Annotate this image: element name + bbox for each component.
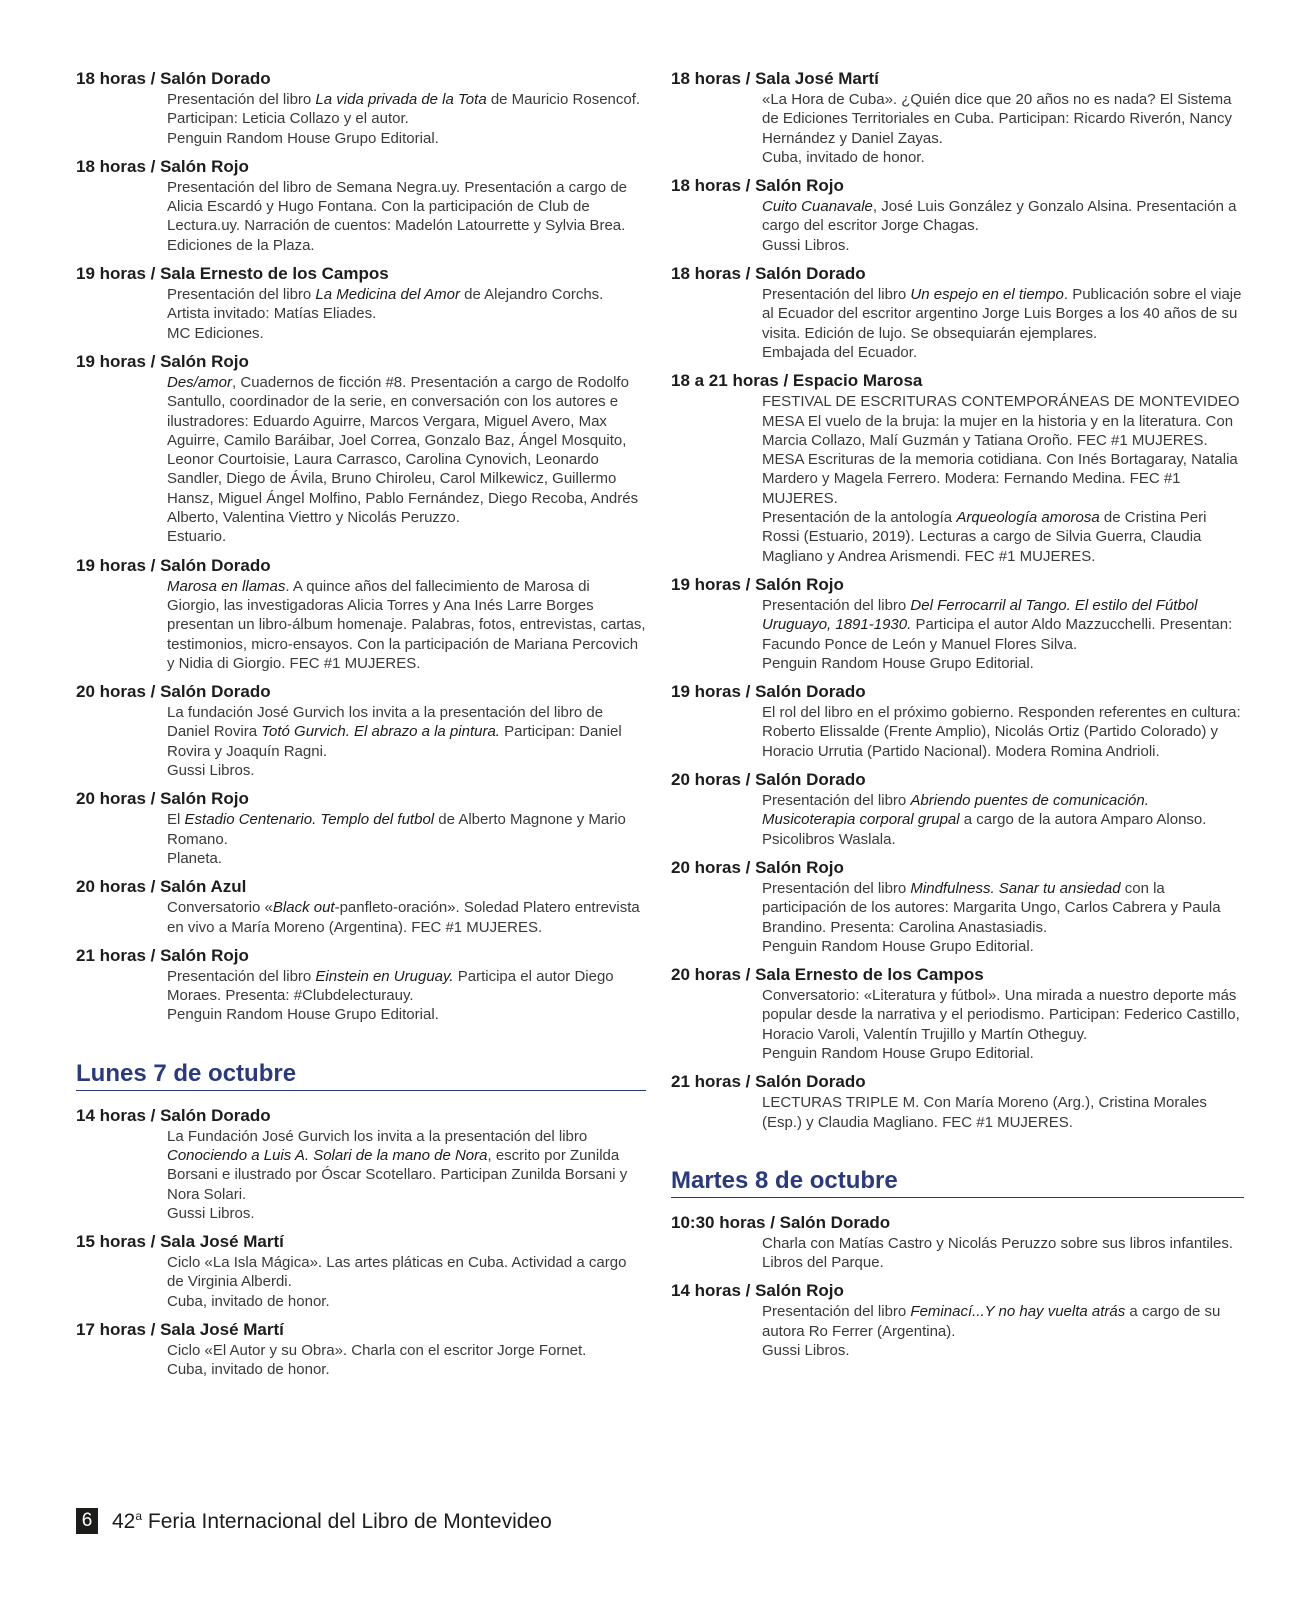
event-line xyxy=(167,527,646,546)
text-segment: MESA Escrituras de la memoria cotidiana. Con Inés Bortagaray, Natalia Mardero y Magela Ferrero. Modera: Fernando Medina. FEC #1 MUJERES. xyxy=(762,451,1238,507)
event-item xyxy=(671,857,1244,956)
event-line xyxy=(762,1302,1244,1341)
event-title: 21 horas / Salón Rojo xyxy=(76,945,249,965)
text-segment: a cargo de su autora Ro Ferrer (Argentina). xyxy=(762,1303,1221,1340)
event-item xyxy=(76,876,646,937)
event-description xyxy=(167,1341,646,1380)
book-title: Totó Gurvich. El abrazo a la pintura. xyxy=(261,723,500,741)
event-line xyxy=(762,392,1244,411)
event-line xyxy=(762,1093,1244,1132)
text-segment: , Cuadernos de ficción #8. Presentación a cargo de Rodolfo Santullo, coordinador de la serie, en conversación con los autores e ilustradores: Eduardo Aguirre, Marcos Vergara, Miguel Avero, Max Aguirre, Camilo Baráibar, Joel Correa, Gonzalo Baz, Ángel Mosquito, Leonor Courtoisie, Laura Carrasco, Carolina Cynovich, Leonardo Sandler, Diego de Ávila, Bruno Chiroleu, Carol Milkewicz, Guillermo Hansz, Miguel Ángel Molfino, Pablo Fernández, Diego Recoba, Andrés Alberto, Valentina Viettro y Nicolás Peruzzo. xyxy=(167,373,639,527)
book-title: Des/amor xyxy=(167,373,233,391)
text-segment: Penguin Random House Grupo Editorial. xyxy=(167,129,439,147)
text-segment: MESA El vuelo de la bruja: la mujer en la historia y en la literatura. Con Marcia Collazo, Malí Guzmán y Tatiana Oroño. FEC #1 MUJERES. xyxy=(762,412,1234,449)
event-description xyxy=(762,596,1244,673)
event-description xyxy=(762,1093,1244,1132)
text-segment: Presentación de la antología xyxy=(762,509,957,527)
martes-events xyxy=(671,1212,1244,1360)
text-segment: Gussi Libros. xyxy=(762,236,850,254)
event-line xyxy=(167,129,646,148)
event-item xyxy=(76,1319,646,1380)
book-title: Mindfulness. Sanar tu ansiedad xyxy=(910,879,1121,897)
event-description xyxy=(167,285,646,343)
book-title: La Medicina del Amor xyxy=(315,286,460,304)
book-title: Estadio Centenario. Templo del futbol xyxy=(184,811,435,829)
text-segment: Cuba, invitado de honor. xyxy=(762,148,925,166)
text-segment: La Fundación José Gurvich los invita a la presentación del libro xyxy=(167,1127,588,1145)
event-line xyxy=(762,937,1244,956)
left-column xyxy=(76,68,646,1388)
event-item xyxy=(76,68,646,148)
event-title: 19 horas / Salón Dorado xyxy=(76,555,271,575)
book-title: Del Ferrocarril al Tango. El estilo del Fútbol Uruguayo, 1891-1930. xyxy=(762,596,1198,634)
event-item xyxy=(671,769,1244,849)
event-description xyxy=(762,986,1244,1063)
event-description xyxy=(167,967,646,1025)
event-description xyxy=(762,791,1244,849)
event-title: 19 horas / Salón Dorado xyxy=(671,682,866,702)
text-segment: Gussi Libros. xyxy=(762,1342,850,1360)
event-line xyxy=(167,898,646,937)
text-segment: Ciclo «La Isla Mágica». Las artes pláticas en Cuba. Actividad a cargo de Virginia Alberdi. xyxy=(167,1254,627,1291)
lunes-events xyxy=(76,1105,646,1380)
right-column xyxy=(671,68,1244,1368)
text-segment: de Mauricio Rosencof. Participan: Leticia Collazo y el autor. xyxy=(167,91,641,128)
event-line xyxy=(762,1234,1244,1253)
text-segment: LECTURAS TRIPLE M. Con María Moreno (Arg.), Cristina Morales (Esp.) y Claudia Magliano. FEC #1 MUJERES. xyxy=(762,1094,1207,1131)
event-title: 18 horas / Salón Rojo xyxy=(76,156,249,176)
event-line xyxy=(167,1204,646,1223)
event-line xyxy=(167,1292,646,1311)
text-segment: Participan: Daniel Rovira y Joaquín Ragni. xyxy=(167,723,622,760)
event-line xyxy=(762,1341,1244,1360)
text-segment: -panfleto-oración». Soledad Platero entrevista en vivo a María Moreno (Argentina). FEC #1 MUJERES. xyxy=(167,899,640,936)
text-segment: Presentación del libro xyxy=(762,286,911,304)
event-item xyxy=(76,945,646,1025)
text-segment: Penguin Random House Grupo Editorial. xyxy=(762,937,1034,955)
book-title: Un espejo en el tiempo xyxy=(910,286,1064,304)
edition-number: 42 xyxy=(112,1509,136,1533)
text-segment: Presentación del libro xyxy=(167,286,316,304)
text-segment: FESTIVAL DE ESCRITURAS CONTEMPORÁNEAS DE MONTEVIDEO xyxy=(762,393,1240,411)
fair-name: Feria Internacional del Libro de Montevideo xyxy=(142,1509,552,1533)
event-title: 20 horas / Salón Rojo xyxy=(671,857,844,877)
event-item xyxy=(671,175,1244,255)
text-segment: El xyxy=(167,811,185,829)
text-segment: Ediciones de la Plaza. xyxy=(167,236,315,254)
event-title: 18 a 21 horas / Espacio Marosa xyxy=(671,371,923,391)
day-heading-martes: Martes 8 de octubre xyxy=(671,1166,1244,1198)
event-description xyxy=(762,879,1244,956)
text-segment: Conversatorio: «Literatura y fútbol». Una mirada a nuestro deporte más popular desde la narrativa y el periodismo. Participan: Federico Castillo, Horacio Varoli, Valentín Trujillo y Martín Otheguy. xyxy=(762,987,1240,1043)
event-item xyxy=(671,681,1244,761)
event-title: 19 horas / Sala Ernesto de los Campos xyxy=(76,264,389,284)
event-description xyxy=(167,1253,646,1311)
text-segment: con la participación de los autores: Margarita Ungo, Carlos Cabrera y Paula Brandino. Presenta: Carolina Anastasiadis. xyxy=(762,879,1221,936)
text-segment: El rol del libro en el próximo gobierno. Responden referentes en cultura: Roberto Elissalde (Frente Amplio), Nicolás Ortiz (Partido Colorado) y Horacio Urrutia (Partido Nacional). Modera Romina Andrioli. xyxy=(762,704,1241,760)
event-line xyxy=(762,830,1244,849)
event-title: 18 horas / Salón Rojo xyxy=(671,176,844,196)
text-segment: Presentación del libro xyxy=(762,596,911,614)
event-item xyxy=(671,574,1244,673)
book-title: Feminací...Y no hay vuelta atrás xyxy=(910,1303,1126,1321)
event-line xyxy=(167,1005,646,1024)
text-segment: La fundación José Gurvich los invita a la presentación del libro de Daniel Rovira xyxy=(167,704,604,741)
text-segment: . A quince años del fallecimiento de Marosa di Giorgio, las investigadoras Alicia Torres y Ana Inés Larre Borges presentan un libro-álbum homenaje. Palabras, fotos, entrevistas, cartas, testimonios, micro-ensayos. Con la participación de Mariana Percovich y Nidia di Giorgio. FEC #1 MUJERES. xyxy=(167,577,646,672)
event-line xyxy=(167,703,646,761)
event-line xyxy=(167,577,646,673)
event-item xyxy=(76,555,646,673)
event-title: 18 horas / Sala José Martí xyxy=(671,69,879,88)
text-segment: Presentación del libro xyxy=(167,91,316,108)
page-number: 6 xyxy=(76,1508,98,1534)
event-line xyxy=(167,810,646,849)
event-line xyxy=(167,285,646,324)
event-line xyxy=(167,1127,646,1204)
book-title: Arqueología amorosa xyxy=(956,509,1100,527)
event-title: 18 horas / Salón Dorado xyxy=(671,264,866,284)
book-title: Abriendo puentes de comunicación. Musicoterapia corporal grupal xyxy=(762,792,1149,829)
event-line xyxy=(762,148,1244,167)
book-title: Black out xyxy=(272,899,335,917)
text-segment: Gussi Libros. xyxy=(167,762,255,780)
event-description xyxy=(762,703,1244,761)
event-description xyxy=(762,285,1244,362)
event-line xyxy=(762,412,1244,451)
event-line xyxy=(167,1341,646,1360)
text-segment: Presentación del libro xyxy=(762,792,911,810)
event-description xyxy=(167,577,646,673)
event-item xyxy=(671,1212,1244,1273)
text-segment: Penguin Random House Grupo Editorial. xyxy=(762,1044,1034,1062)
book-title: La vida privada de la Tota xyxy=(315,91,487,108)
text-segment: de Alberto Magnone y Mario Romano. xyxy=(167,811,626,848)
event-title: 20 horas / Salón Dorado xyxy=(76,682,271,702)
book-title: Marosa en llamas xyxy=(167,577,286,595)
event-item xyxy=(76,156,646,255)
event-line xyxy=(167,849,646,868)
event-title: 20 horas / Salón Azul xyxy=(76,877,247,897)
footer-title xyxy=(112,1509,552,1534)
event-description xyxy=(762,197,1244,255)
event-line xyxy=(762,285,1244,343)
text-segment: Participa el autor Aldo Mazzucchelli. Presentan: Facundo Ponce de León y Manuel Flores Silva. xyxy=(762,616,1233,653)
text-segment: de Alejandro Corchs. Artista invitado: Matías Eliades. xyxy=(167,286,604,323)
event-item xyxy=(76,351,646,547)
text-segment: Embajada del Ecuador. xyxy=(762,343,918,361)
event-title: 20 horas / Sala Ernesto de los Campos xyxy=(671,965,984,985)
event-description xyxy=(762,1234,1244,1273)
event-line xyxy=(762,90,1244,148)
event-title: 14 horas / Salón Rojo xyxy=(671,1281,844,1301)
event-title: 15 horas / Sala José Martí xyxy=(76,1232,284,1252)
event-item xyxy=(671,1280,1244,1360)
text-segment: Psicolibros Waslala. xyxy=(762,830,896,848)
event-title: 14 horas / Salón Dorado xyxy=(76,1105,271,1125)
text-segment: Participa el autor Diego Moraes. Presenta: #Clubdelecturauy. xyxy=(167,967,614,1005)
event-line xyxy=(762,197,1244,236)
text-segment: Presentación del libro xyxy=(762,879,911,897)
event-item xyxy=(671,1071,1244,1132)
event-title: 19 horas / Salón Rojo xyxy=(671,574,844,594)
event-line xyxy=(167,1253,646,1292)
text-segment: Presentación del libro de Semana Negra.uy. Presentación a cargo de Alicia Escardó y Hugo Fontana. Con la participación de Club de Lectura.uy. Narración de cuentos: Madelón Latourrette y Sylvia Brea. xyxy=(167,178,627,235)
event-line xyxy=(167,324,646,343)
event-line xyxy=(762,343,1244,362)
event-item xyxy=(76,681,646,780)
text-segment: Estuario. xyxy=(167,528,227,546)
event-item xyxy=(671,68,1244,167)
event-line xyxy=(762,596,1244,654)
event-description xyxy=(167,1127,646,1223)
event-item xyxy=(76,1231,646,1311)
event-line xyxy=(167,236,646,255)
event-line xyxy=(762,791,1244,830)
event-description xyxy=(167,810,646,868)
event-line xyxy=(167,90,646,129)
text-segment: Penguin Random House Grupo Editorial. xyxy=(167,1006,439,1024)
event-title: 18 horas / Salón Dorado xyxy=(76,69,271,88)
text-segment: de Cristina Peri Rossi (Estuario, 2019). Lecturas a cargo de Silvia Guerra, Claudia Magliano y Andrea Arismendi. FEC #1 MUJERES. xyxy=(762,509,1207,565)
event-description xyxy=(167,373,646,547)
event-description xyxy=(762,90,1244,167)
text-segment: , José Luis González y Gonzalo Alsina. Presentación a cargo del escritor Jorge Chagas. xyxy=(762,198,1237,235)
text-segment: a cargo de la autora Amparo Alonso. xyxy=(959,811,1207,829)
text-segment: Presentación del libro xyxy=(167,967,316,985)
text-segment: Planeta. xyxy=(167,849,223,867)
text-segment: Ciclo «El Autor y su Obra». Charla con el escritor Jorge Fornet. xyxy=(167,1342,587,1360)
event-line xyxy=(762,654,1244,673)
text-segment: «La Hora de Cuba». ¿Quién dice que 20 años no es nada? El Sistema de Ediciones Territoriales en Cuba. Participan: Ricardo Riverón, Nancy Hernández y Daniel Zayas. xyxy=(762,91,1232,147)
event-item xyxy=(76,788,646,868)
text-segment: Gussi Libros. xyxy=(167,1204,255,1222)
text-segment: Charla con Matías Castro y Nicolás Peruzzo sobre sus libros infantiles. xyxy=(762,1234,1234,1252)
book-title: Cuito Cuanavale xyxy=(762,198,873,216)
event-title: 20 horas / Salón Rojo xyxy=(76,789,249,809)
event-line xyxy=(762,879,1244,937)
event-line xyxy=(762,236,1244,255)
event-description xyxy=(167,703,646,780)
event-line xyxy=(762,508,1244,566)
event-description xyxy=(167,90,646,148)
event-item xyxy=(671,370,1244,566)
event-line xyxy=(167,178,646,236)
event-description xyxy=(762,1302,1244,1360)
day-heading-lunes: Lunes 7 de octubre xyxy=(76,1059,646,1091)
event-line xyxy=(762,1253,1244,1272)
text-segment: Libros del Parque. xyxy=(762,1254,884,1272)
text-segment: . Publicación sobre el viaje al Ecuador del escritor argentino Jorge Luis Borges a los 40 años de su visita. Edición de lujo. Se obsequiarán ejemplares. xyxy=(762,286,1242,342)
book-title: Conociendo a Luis A. Solari de la mano de Nora xyxy=(167,1146,488,1164)
right-events xyxy=(671,68,1244,1132)
text-segment: Presentación del libro xyxy=(762,1303,911,1321)
event-line xyxy=(167,373,646,527)
event-description xyxy=(762,392,1244,566)
event-line xyxy=(762,703,1244,761)
event-title: 10:30 horas / Salón Dorado xyxy=(671,1212,891,1232)
text-segment: Cuba, invitado de honor. xyxy=(167,1361,330,1379)
text-segment: Cuba, invitado de honor. xyxy=(167,1292,330,1310)
event-description xyxy=(167,898,646,937)
event-title: 17 horas / Sala José Martí xyxy=(76,1320,284,1340)
event-line xyxy=(167,967,646,1006)
event-item xyxy=(671,263,1244,362)
event-line xyxy=(762,986,1244,1044)
event-title: 20 horas / Salón Dorado xyxy=(671,770,866,790)
event-item xyxy=(76,1105,646,1223)
text-segment: MC Ediciones. xyxy=(167,324,264,342)
text-segment: Conversatorio « xyxy=(167,899,273,917)
edition-ordinal: a xyxy=(135,1508,143,1523)
event-item xyxy=(76,263,646,343)
event-line xyxy=(167,761,646,780)
event-line xyxy=(762,1044,1244,1063)
page-footer xyxy=(76,1508,552,1534)
text-segment: Penguin Random House Grupo Editorial. xyxy=(762,654,1034,672)
text-segment: , escrito por Zunilda Borsani e ilustrado por Óscar Scotellaro. Participan Zunilda Borsani y Nora Solari. xyxy=(167,1146,628,1203)
book-title: Einstein en Uruguay. xyxy=(315,967,454,985)
event-item xyxy=(671,964,1244,1063)
event-title: 19 horas / Salón Rojo xyxy=(76,351,249,371)
event-title: 21 horas / Salón Dorado xyxy=(671,1072,866,1092)
event-line xyxy=(762,450,1244,508)
event-description xyxy=(167,178,646,255)
event-line xyxy=(167,1360,646,1379)
left-events xyxy=(76,68,646,1025)
